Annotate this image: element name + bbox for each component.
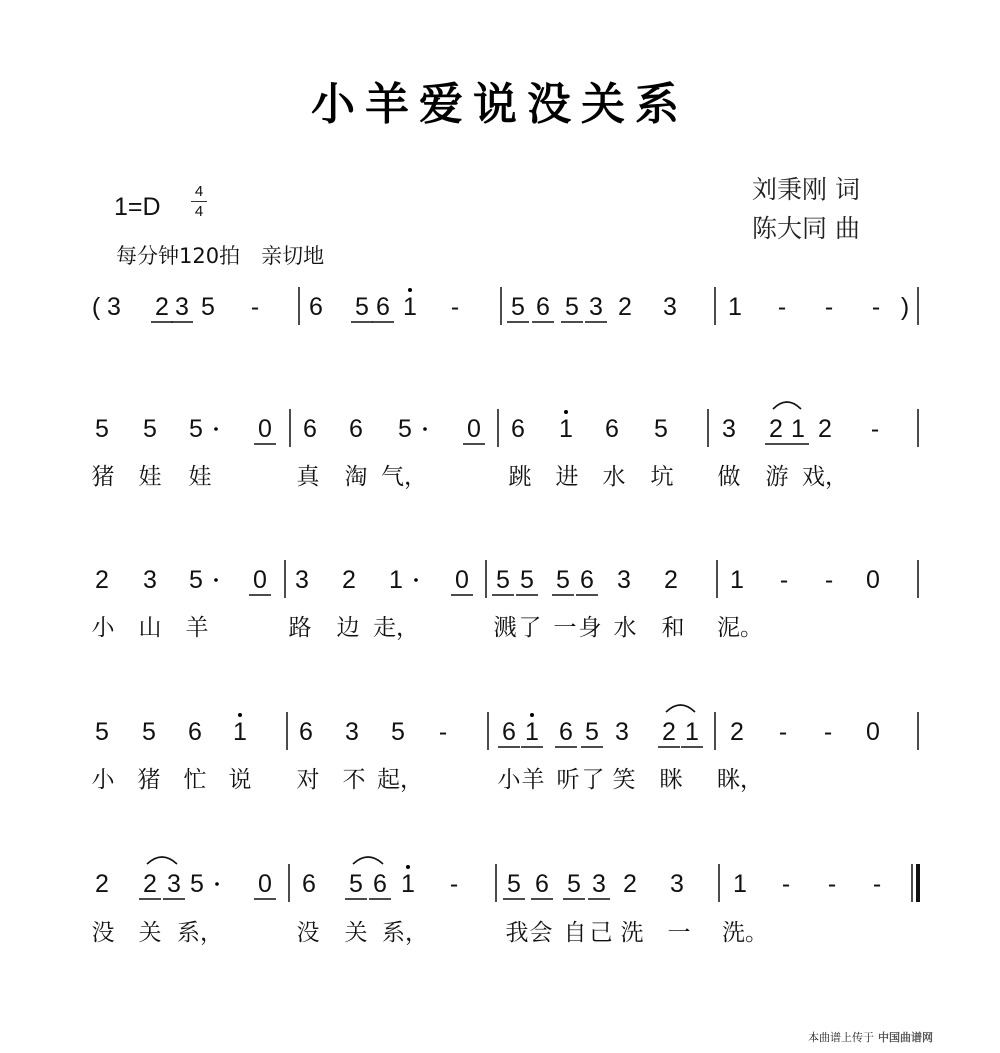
note: 5 xyxy=(496,566,510,594)
slur-arc xyxy=(353,857,383,864)
note: 1 xyxy=(403,293,417,321)
note: 3 xyxy=(175,293,189,321)
note: 2 xyxy=(155,293,169,321)
lyric-char: 小 xyxy=(91,767,115,793)
time-signature-top: 4 xyxy=(194,183,204,200)
sustain-dash: - xyxy=(449,870,459,898)
lyric-char: 山 xyxy=(138,615,162,641)
lyric-char: 边 xyxy=(336,615,360,641)
parenthesis: ( xyxy=(91,293,101,321)
lyric-char: 自 xyxy=(563,920,587,946)
note: 5 xyxy=(143,415,157,443)
lyric-char: 起， xyxy=(377,767,423,793)
lyric-char: 眯， xyxy=(717,767,763,793)
note: 1 xyxy=(525,718,539,746)
note: 2 xyxy=(95,566,109,594)
sustain-dash: - xyxy=(438,718,448,746)
note: 5 xyxy=(398,415,412,443)
lyric-char: 泥。 xyxy=(717,615,763,641)
sustain-dash: - xyxy=(450,293,460,321)
lyric-char: 水 xyxy=(613,615,637,641)
sustain-dash: - xyxy=(250,293,260,321)
parenthesis: ) xyxy=(900,293,910,321)
lyric-char: 羊 xyxy=(521,767,545,793)
lyric-char: 娃 xyxy=(188,464,212,490)
high-octave-dot xyxy=(530,713,534,717)
footer-site-logo: 中国曲谱网 xyxy=(878,1031,933,1044)
note: 3 xyxy=(107,293,121,321)
slur-arc xyxy=(147,857,177,864)
note: 5 xyxy=(511,293,525,321)
note: 2 xyxy=(342,566,356,594)
note: 0 xyxy=(253,566,267,594)
note: 1 xyxy=(401,870,415,898)
lyric-char: 笑 xyxy=(612,767,636,793)
lyric-char: 系， xyxy=(177,920,223,946)
lyric-char: 游 xyxy=(765,464,789,490)
lyric-char: 跳 xyxy=(508,464,532,490)
note: 0 xyxy=(455,566,469,594)
sustain-dash: - xyxy=(777,293,787,321)
note: 3 xyxy=(670,870,684,898)
note: 3 xyxy=(589,293,603,321)
lyric-char: 进 xyxy=(555,464,579,490)
note: 2 xyxy=(662,718,676,746)
note: 2 xyxy=(769,415,783,443)
note: 6 xyxy=(502,718,516,746)
lyric-char: 娃 xyxy=(138,464,162,490)
lyric-char: 做 xyxy=(717,464,741,490)
note: 5 xyxy=(355,293,369,321)
note: 6 xyxy=(559,718,573,746)
note: 1 xyxy=(733,870,747,898)
time-signature-bottom: 4 xyxy=(194,203,204,220)
note: 0 xyxy=(866,566,880,594)
note: 2 xyxy=(664,566,678,594)
lyric-char: 我 xyxy=(505,920,529,946)
note: 3 xyxy=(167,870,181,898)
note: 6 xyxy=(376,293,390,321)
lyric-char: 了 xyxy=(581,767,605,793)
lyric-char: 身 xyxy=(578,615,602,641)
note: 6 xyxy=(605,415,619,443)
slur-arc xyxy=(773,402,801,409)
note: 5 xyxy=(349,870,363,898)
note: 5 xyxy=(556,566,570,594)
sustain-dash: - xyxy=(871,293,881,321)
note: 3 xyxy=(345,718,359,746)
lyric-char: 没 xyxy=(296,920,320,946)
note: 5 xyxy=(189,415,203,443)
lyric-char: 洗。 xyxy=(722,920,768,946)
song-title: 小羊爱说没关系 xyxy=(311,79,689,130)
note: 5 xyxy=(190,870,204,898)
lyric-char: 系， xyxy=(382,920,428,946)
note: 0 xyxy=(467,415,481,443)
note: 3 xyxy=(663,293,677,321)
lyric-char: 听 xyxy=(556,767,580,793)
note: 6 xyxy=(580,566,594,594)
note: 1 xyxy=(233,718,247,746)
lyric-char: 坑 xyxy=(650,464,674,490)
lyric-char: 忙 xyxy=(183,767,207,793)
note: 6 xyxy=(373,870,387,898)
lyric-char: 不 xyxy=(342,767,366,793)
sustain-dash: - xyxy=(781,870,791,898)
lyric-char: 关 xyxy=(138,920,162,946)
note: 6 xyxy=(188,718,202,746)
lyric-char: 猪 xyxy=(91,464,115,490)
lyric-char: 猪 xyxy=(137,767,161,793)
high-octave-dot xyxy=(406,865,410,869)
lyric-char: 一 xyxy=(553,615,577,641)
note: 0 xyxy=(258,870,272,898)
sustain-dash: - xyxy=(779,566,789,594)
augmentation-dot xyxy=(423,427,427,431)
lyric-char: 气， xyxy=(381,464,427,490)
lyric-char: 走， xyxy=(373,615,419,641)
lyric-char: 会 xyxy=(529,920,553,946)
sustain-dash: - xyxy=(778,718,788,746)
note: 6 xyxy=(511,415,525,443)
sustain-dash: - xyxy=(870,415,880,443)
note: 6 xyxy=(299,718,313,746)
sustain-dash: - xyxy=(824,293,834,321)
sustain-dash: - xyxy=(827,870,837,898)
note: 6 xyxy=(302,870,316,898)
note: 5 xyxy=(201,293,215,321)
note: 3 xyxy=(722,415,736,443)
note: 2 xyxy=(818,415,832,443)
note: 2 xyxy=(143,870,157,898)
note: 5 xyxy=(585,718,599,746)
note: 5 xyxy=(520,566,534,594)
note: 0 xyxy=(258,415,272,443)
note: 5 xyxy=(507,870,521,898)
note: 5 xyxy=(189,566,203,594)
high-octave-dot xyxy=(564,410,568,414)
note: 6 xyxy=(535,870,549,898)
note: 5 xyxy=(142,718,156,746)
note: 3 xyxy=(295,566,309,594)
lyric-char: 路 xyxy=(288,615,312,641)
lyric-char: 眯 xyxy=(659,767,683,793)
lyric-char: 真 xyxy=(296,464,320,490)
augmentation-dot xyxy=(214,427,218,431)
lyric-char: 了 xyxy=(518,615,542,641)
note: 3 xyxy=(143,566,157,594)
lyric-char: 对 xyxy=(296,767,320,793)
augmentation-dot xyxy=(215,882,219,886)
note: 1 xyxy=(389,566,403,594)
note: 2 xyxy=(95,870,109,898)
note: 1 xyxy=(730,566,744,594)
sustain-dash: - xyxy=(872,870,882,898)
note: 1 xyxy=(559,415,573,443)
note: 6 xyxy=(303,415,317,443)
note: 3 xyxy=(592,870,606,898)
note: 6 xyxy=(536,293,550,321)
lyric-char: 洗 xyxy=(620,920,644,946)
lyric-char: 没 xyxy=(91,920,115,946)
note: 6 xyxy=(349,415,363,443)
note: 2 xyxy=(730,718,744,746)
lyricist-credit: 刘秉刚 词 xyxy=(752,175,860,204)
footer-credit xyxy=(808,1029,933,1045)
lyric-char: 和 xyxy=(661,615,685,641)
lyric-char: 羊 xyxy=(185,615,209,641)
high-octave-dot xyxy=(408,288,412,292)
slur-arc xyxy=(666,705,695,712)
note: 2 xyxy=(623,870,637,898)
sustain-dash: - xyxy=(823,718,833,746)
lyric-char: 一 xyxy=(667,920,691,946)
augmentation-dot xyxy=(414,578,418,582)
lyric-char: 戏， xyxy=(802,464,848,490)
lyric-char: 水 xyxy=(602,464,626,490)
note: 5 xyxy=(391,718,405,746)
tempo-marking: 每分钟120拍 亲切地 xyxy=(116,244,325,268)
note: 5 xyxy=(95,718,109,746)
note: 3 xyxy=(617,566,631,594)
lyric-char: 小 xyxy=(91,615,115,641)
note: 1 xyxy=(685,718,699,746)
note: 5 xyxy=(95,415,109,443)
note: 1 xyxy=(791,415,805,443)
lyric-char: 说 xyxy=(228,767,252,793)
note: 5 xyxy=(567,870,581,898)
high-octave-dot xyxy=(238,713,242,717)
footer-label: 本曲谱上传于 xyxy=(808,1031,874,1044)
note: 3 xyxy=(615,718,629,746)
lyric-char: 溅 xyxy=(493,615,517,641)
lyric-char: 淘 xyxy=(344,464,368,490)
note: 5 xyxy=(654,415,668,443)
key-signature: 1=D xyxy=(114,193,161,221)
note: 6 xyxy=(309,293,323,321)
note: 0 xyxy=(866,718,880,746)
augmentation-dot xyxy=(214,578,218,582)
lyric-char: 关 xyxy=(344,920,368,946)
lyric-char: 己 xyxy=(589,920,613,946)
note: 5 xyxy=(565,293,579,321)
lyric-char: 小 xyxy=(497,767,521,793)
note: 2 xyxy=(618,293,632,321)
composer-credit: 陈大同 曲 xyxy=(752,214,860,243)
note: 1 xyxy=(728,293,742,321)
sustain-dash: - xyxy=(824,566,834,594)
